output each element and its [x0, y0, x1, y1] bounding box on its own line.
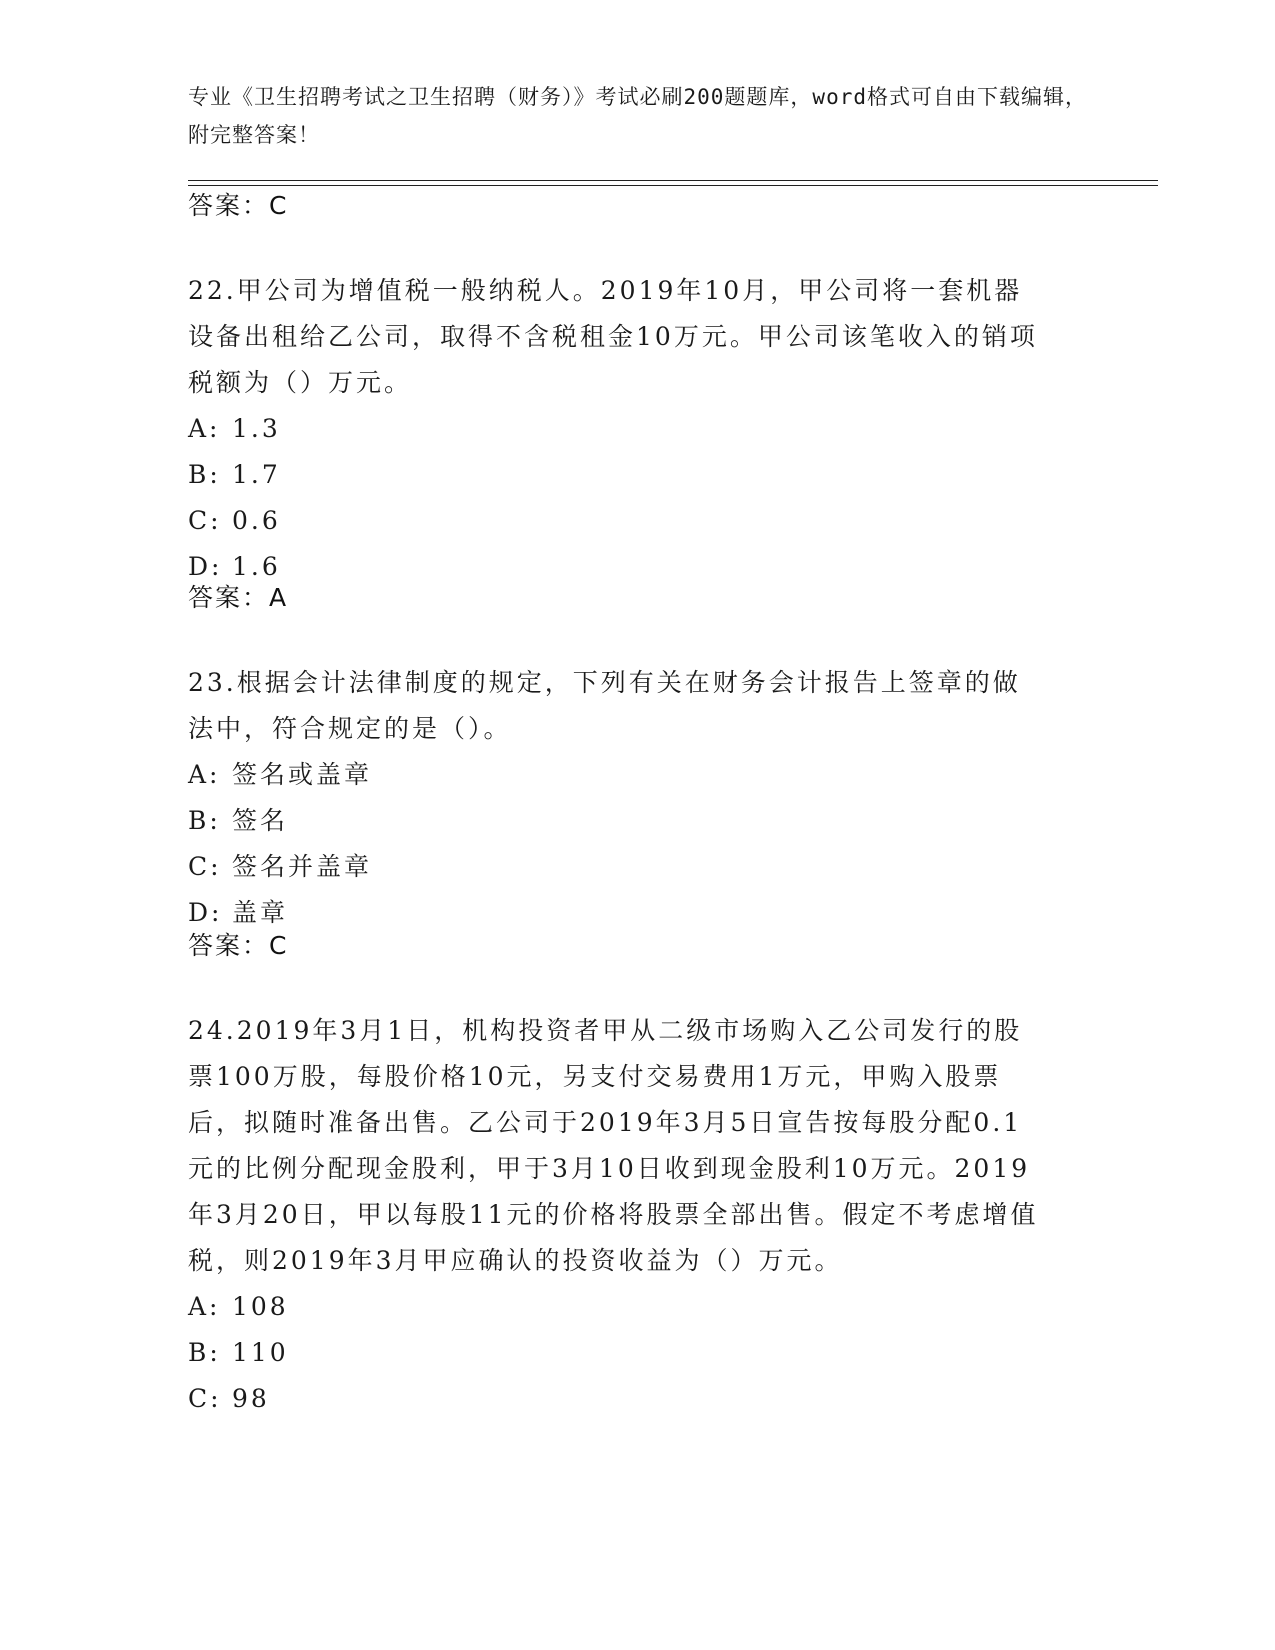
option-a: A: 108 — [188, 1292, 289, 1321]
option-c: C: 0.6 — [188, 506, 281, 535]
document-header: 专业《卫生招聘考试之卫生招聘（财务）》考试必刷200题题库，word格式可自由下载编辑，附完整答案！ — [188, 85, 1087, 147]
question-text: 24.2019年3月1日，机构投资者甲从二级市场购入乙公司发行的股票100万股，每股价格10元，另支付交易费用1万元，甲购入股票后，拟随时准备出售。乙公司于2019年3月5日宣告按每股分配0.1元的比例分配现金股利，甲于3月10日收到现金股利10万元。2019年3月20日，甲以每股11元的价格将股票全部出售。假定不考虑增值税，则2019年3月甲应确认的投资收益为（）万元。 — [188, 1016, 1039, 1275]
question-text: 23.根据会计法律制度的规定，下列有关在财务会计报告上签章的做法中，符合规定的是（）。 — [188, 668, 1021, 743]
option-a: A: 签名或盖章 — [188, 760, 373, 789]
answer-line: 答案：C — [188, 191, 289, 220]
option-d: D: 1.6 — [188, 552, 281, 581]
option-c: C: 98 — [188, 1384, 270, 1413]
option-d: D: 盖章 — [188, 898, 289, 927]
option-a: A: 1.3 — [188, 414, 281, 443]
question-23 — [188, 660, 1038, 936]
question-24 — [188, 1008, 1048, 1422]
option-b: B: 1.7 — [188, 460, 281, 489]
option-b: B: 签名 — [188, 806, 289, 835]
header-divider — [188, 180, 1158, 181]
question-text: 22.甲公司为增值税一般纳税人。2019年10月，甲公司将一套机器设备出租给乙公司，取得不含税租金10万元。甲公司该笔收入的销项税额为（）万元。 — [188, 276, 1038, 397]
option-b: B: 110 — [188, 1338, 289, 1367]
question-22 — [188, 268, 1038, 590]
option-c: C: 签名并盖章 — [188, 852, 373, 881]
answer-line: 答案：C — [188, 931, 289, 960]
header-divider-double — [188, 185, 1158, 186]
answer-line: 答案：A — [188, 583, 289, 612]
